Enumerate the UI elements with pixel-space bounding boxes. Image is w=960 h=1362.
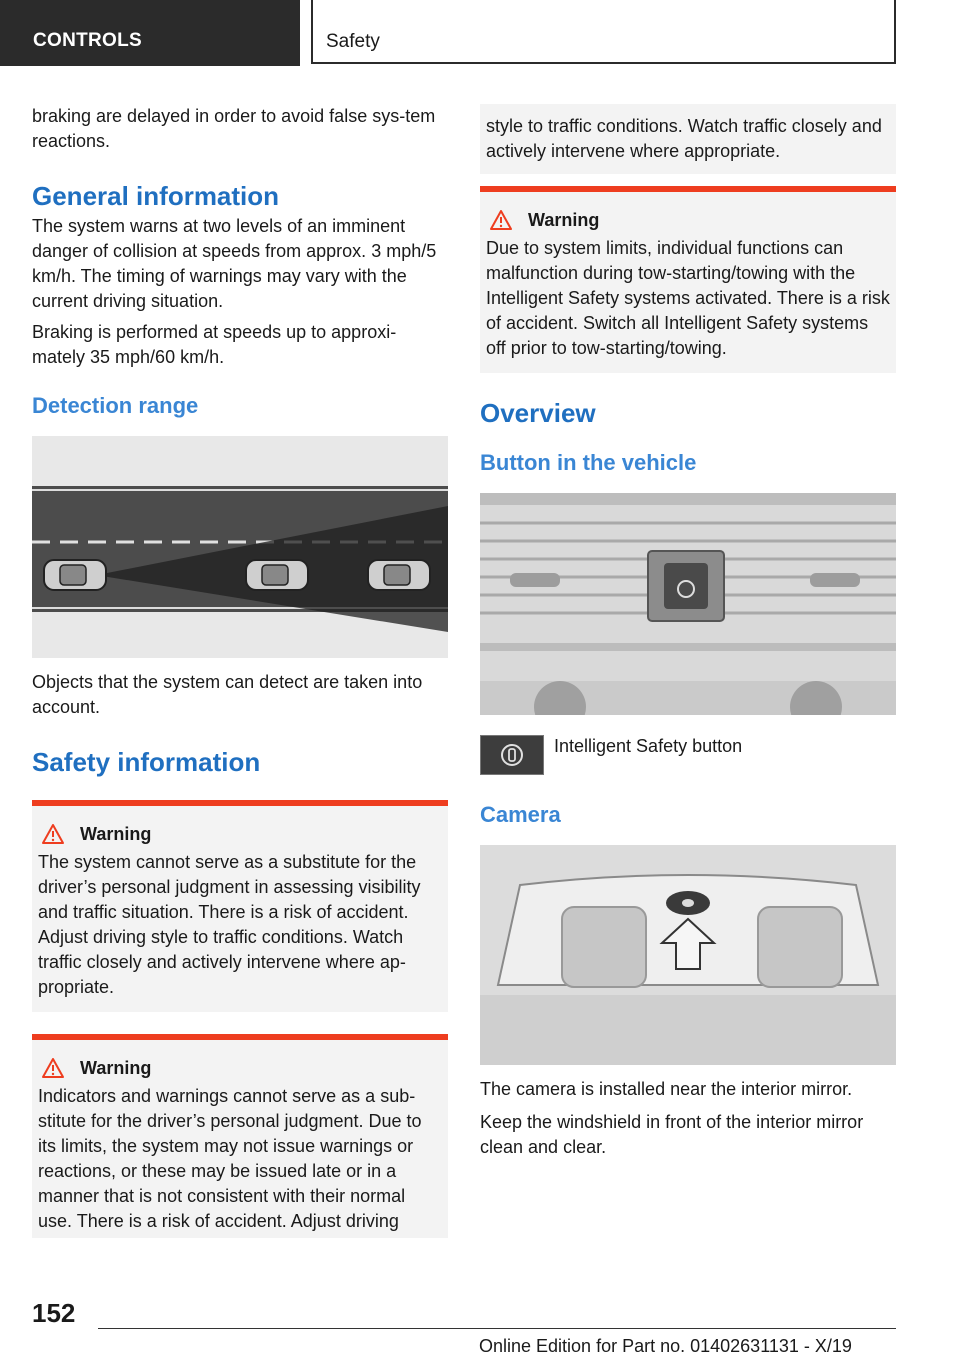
warning-triangle-icon	[41, 823, 65, 845]
header-section-tab	[0, 0, 300, 66]
warning-1-title: Warning	[80, 824, 152, 844]
warning-triangle-icon	[41, 1057, 65, 1079]
warning-3-header	[486, 208, 890, 232]
header-topic-tab	[311, 0, 896, 64]
warning-2-header	[38, 1056, 442, 1080]
page-number: 152	[32, 1298, 76, 1328]
continued-warning-text: style to traffic conditions. Watch traffic closely and actively intervene where appropriate.	[486, 116, 882, 161]
ego-car	[44, 560, 106, 590]
header-topic-label: Safety	[326, 31, 380, 52]
console-illustration	[480, 493, 896, 715]
continued-warning-box	[480, 104, 896, 174]
warning-3-title: Warning	[528, 210, 600, 230]
warning-1-header	[38, 822, 442, 846]
car-middle	[246, 560, 308, 590]
detection-caption: Objects that the system can detect are taken into account.	[32, 672, 423, 717]
general-info-paragraph-1: The system warns at two levels of an imminent danger of collision at speeds from approx. 3 mph/5 km/h. The timing of warnings may vary with the current driving situation.	[32, 216, 437, 311]
camera-figure	[480, 845, 896, 1065]
edition-note: Online Edition for Part no. 01402631131 - X/19	[479, 1336, 852, 1356]
general-info-heading: General information	[32, 181, 280, 211]
detection-range-figure	[32, 436, 448, 658]
camera-illustration	[480, 845, 896, 1065]
camera-heading: Camera	[480, 802, 561, 827]
intelligent-safety-button-label: Intelligent Safety button	[554, 736, 743, 756]
footer-rule	[98, 1328, 896, 1329]
warning-box-2	[32, 1034, 448, 1238]
camera-paragraph-2: Keep the windshield in front of the interior mirror clean and clear.	[480, 1112, 864, 1157]
detection-range-heading: Detection range	[32, 393, 199, 418]
warning-box-1	[32, 800, 448, 1012]
header-section-label: CONTROLS	[33, 30, 143, 51]
general-info-paragraph-2: Braking is performed at speeds up to approxi-mately 35 mph/60 km/h.	[32, 322, 397, 367]
intro-text: braking are delayed in order to avoid false sys-tem reactions.	[32, 106, 436, 151]
warning-2-title: Warning	[80, 1058, 152, 1078]
warning-triangle-icon	[489, 209, 513, 231]
button-in-vehicle-heading: Button in the vehicle	[480, 450, 697, 475]
vehicle-console-figure	[480, 493, 896, 715]
intelligent-safety-button-icon	[480, 735, 544, 775]
detection-range-illustration	[32, 436, 448, 658]
right-column	[480, 104, 896, 1171]
warning-2-text: Indicators and warnings cannot serve as a sub-stitute for the driver’s personal judgment. Due to its limits, the system may not issue warnings or reactions, or these may be issued late or in a manner that is not consistent with their normal use. There is a risk of accident. Adjust driving	[38, 1086, 422, 1231]
safety-shield-icon	[499, 742, 525, 768]
left-column	[32, 104, 448, 1238]
camera-paragraph-1: The camera is installed near the interior mirror.	[480, 1079, 853, 1099]
button-legend-row	[480, 735, 896, 775]
safety-info-heading: Safety information	[32, 747, 261, 777]
car-front	[368, 560, 430, 590]
warning-1-text: The system cannot serve as a substitute for the driver’s personal judgment in assessing visibility and traffic situation. There is a risk of accident. Adjust driving style to traffic conditions. Watch traffic closely and actively intervene where ap-propriate.	[38, 852, 421, 997]
warning-3-text: Due to system limits, individual functions can malfunction during tow-starting/towing with the Intelligent Safety systems activated. There is a risk of accident. Switch all Intelligent Safety systems off prior to tow-starting/towing.	[486, 238, 890, 358]
warning-box-3	[480, 186, 896, 373]
overview-heading: Overview	[480, 398, 596, 428]
